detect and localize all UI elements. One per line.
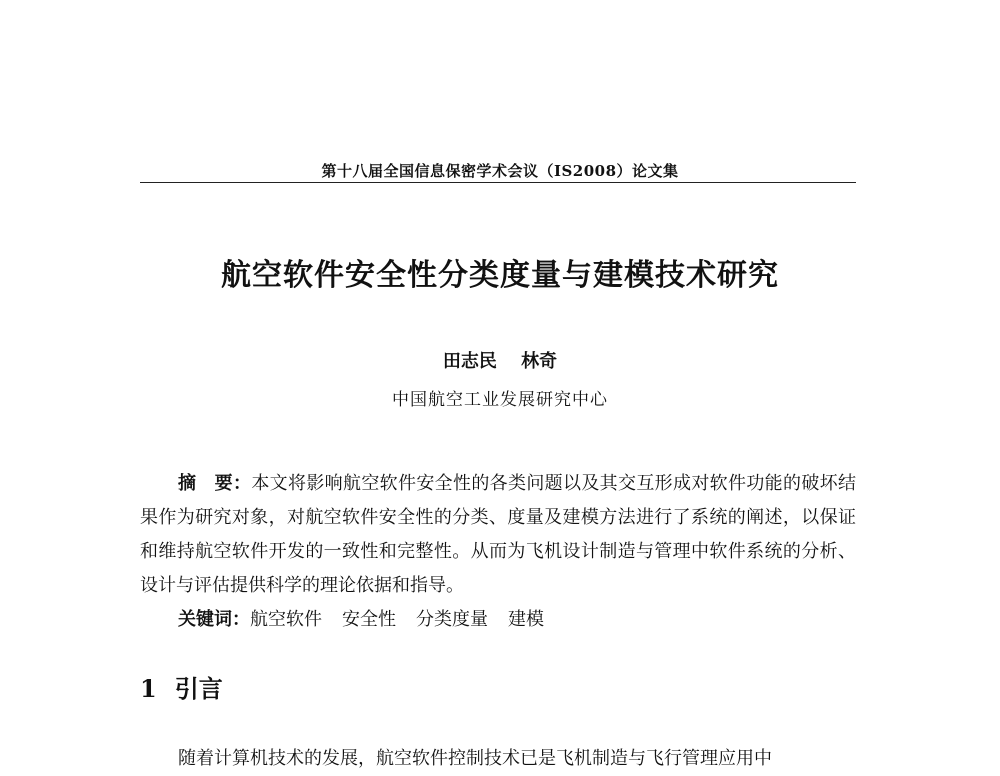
abstract-text: 本文将影响航空软件安全性的各类问题以及其交互形成对软件功能的破坏结果作为研究对象，对航空软件安全性的分类、度量及建模方法进行了系统的阐述，以保证和维持航空软件开发的一致性和完整性。从而为飞机设计制造与管理中软件系统的分析、设计与评估提供科学的理论依据和指导。 [140,473,857,596]
header-rule [140,182,856,183]
paper-title: 航空软件安全性分类度量与建模技术研究 [221,258,779,293]
section-number: 1 [140,674,157,703]
author-name: 田志民 [442,351,497,372]
section-heading [140,669,223,704]
section-title: 引言 [174,674,223,703]
abstract [140,467,856,603]
keywords-label: 关键词： [178,609,250,630]
running-header: 第十八届全国信息保密学术会议（IS2008）论文集 [321,162,679,180]
author-list [0,347,1000,373]
keyword: 安全性 [342,609,396,630]
keyword: 分类度量 [416,609,488,630]
body-paragraph: 随着计算机技术的发展，航空软件控制技术已是飞机制造与飞行管理应用中 [178,748,772,769]
affiliation: 中国航空工业发展研究中心 [392,390,608,410]
keywords [178,603,858,637]
keyword: 航空软件 [250,609,322,630]
keyword: 建模 [508,609,544,630]
abstract-label: 摘 要： [178,473,252,494]
author-name: 林奇 [521,351,558,372]
